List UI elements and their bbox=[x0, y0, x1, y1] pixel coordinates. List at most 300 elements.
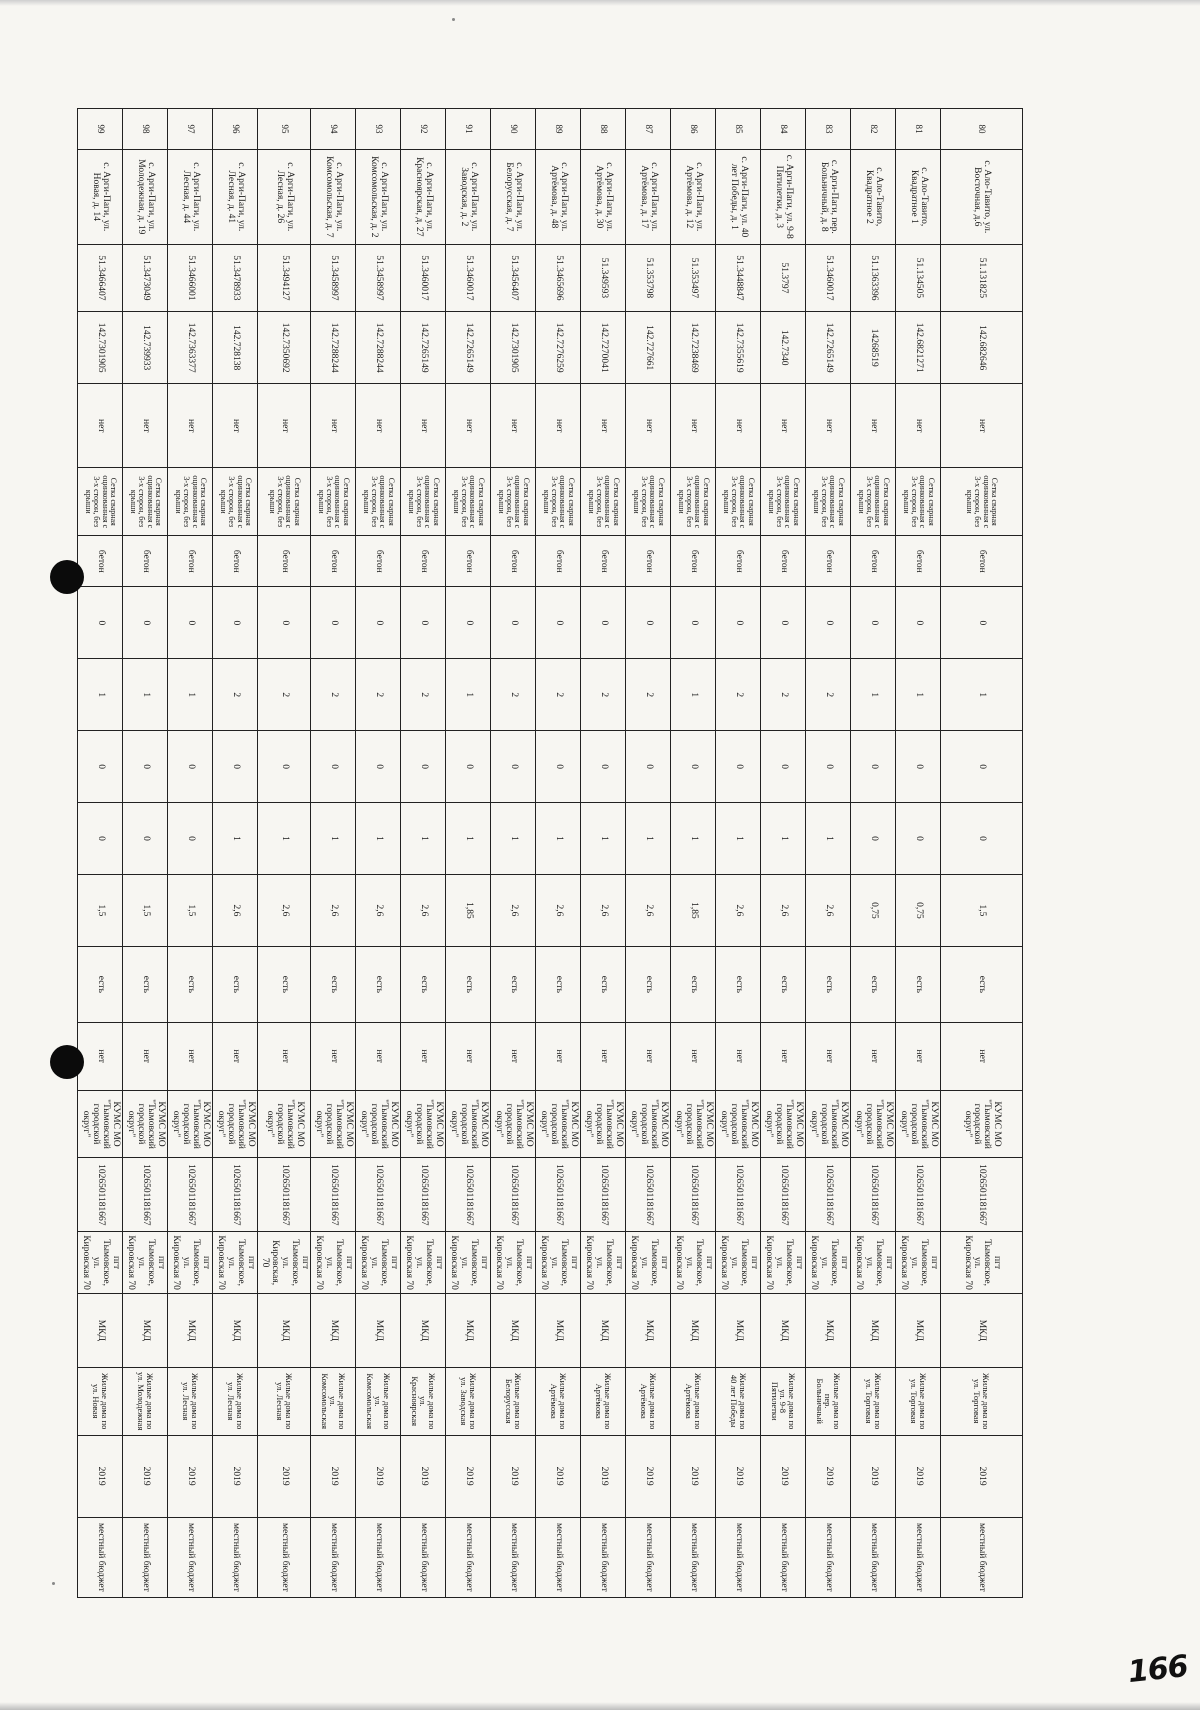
source-type-cell: МКД bbox=[446, 1293, 491, 1367]
funding-source-cell: местный бюджет bbox=[168, 1517, 213, 1597]
container-count-cell: 2 bbox=[491, 659, 536, 731]
count-c-cell: 1 bbox=[356, 803, 401, 875]
count-b-cell: 0 bbox=[806, 731, 851, 803]
site-description-cell: Сетка сварная оцинкованная с 3-х сторон, без крыши bbox=[168, 468, 213, 536]
availability-cell: есть bbox=[581, 946, 626, 1022]
funding-source-cell: местный бюджет bbox=[941, 1517, 1023, 1597]
container-count-cell: 2 bbox=[213, 659, 258, 731]
site-address-cell: с. Арги-Паги, ул. Заводская, д. 2 bbox=[446, 150, 491, 244]
funding-source-cell: местный бюджет bbox=[311, 1517, 356, 1597]
site-address-cell: с. Арги-Паги, ул. Лесная, д. 41 bbox=[213, 150, 258, 244]
year-cell: 2019 bbox=[446, 1435, 491, 1517]
count-c-cell: 0 bbox=[123, 803, 168, 875]
site-address-cell: с. Арги-Паги, ул. Молодежная, д. 19 bbox=[123, 150, 168, 244]
site-area-cell: 2,6 bbox=[626, 874, 671, 946]
availability-cell: есть bbox=[671, 946, 716, 1022]
latitude-cell: 51.3460017 bbox=[446, 244, 491, 312]
funding-source-cell: местный бюджет bbox=[806, 1517, 851, 1597]
funding-source-cell: местный бюджет bbox=[491, 1517, 536, 1597]
owner-address-cell: пгт Тымовское, ул. Кировская 70 bbox=[671, 1232, 716, 1294]
scan-speck bbox=[452, 18, 455, 21]
source-type-cell: МКД bbox=[536, 1293, 581, 1367]
surface-type-cell: бетон bbox=[491, 536, 536, 587]
year-cell: 2019 bbox=[716, 1435, 761, 1517]
count-b-cell: 0 bbox=[78, 731, 123, 803]
planned-flag-cell: нет bbox=[851, 1022, 896, 1090]
owner-ogrn-cell: 1026501181667 bbox=[446, 1158, 491, 1232]
longitude-cell: 142.7288244 bbox=[311, 312, 356, 384]
planned-flag-cell: нет bbox=[626, 1022, 671, 1090]
latitude-cell: 51.131825 bbox=[941, 244, 1023, 312]
latitude-cell: 51.353497 bbox=[671, 244, 716, 312]
site-description-cell: Сетка сварная оцинкованная с 3-х сторон, без крыши bbox=[851, 468, 896, 536]
site-description-cell: Сетка сварная оцинкованная с 3-х сторон, без крыши bbox=[626, 468, 671, 536]
site-address-cell: с. Арги-Паги, ул. Комсомольская, д. 2 bbox=[356, 150, 401, 244]
count-b-cell: 0 bbox=[716, 731, 761, 803]
table-row bbox=[491, 109, 536, 1598]
availability-cell: есть bbox=[258, 946, 311, 1022]
availability-cell: есть bbox=[716, 946, 761, 1022]
funding-source-cell: местный бюджет bbox=[761, 1517, 806, 1597]
container-count-cell: 2 bbox=[806, 659, 851, 731]
scan-edge-top bbox=[0, 0, 1200, 6]
owner-name-cell: КУМС МО "Тымовский городской округ" bbox=[78, 1090, 123, 1158]
count-a-cell: 0 bbox=[311, 587, 356, 659]
surface-type-cell: бетон bbox=[626, 536, 671, 587]
surface-type-cell: бетон bbox=[213, 536, 258, 587]
year-cell: 2019 bbox=[356, 1435, 401, 1517]
planned-flag-cell: нет bbox=[123, 1022, 168, 1090]
registry-table-frame bbox=[81, 108, 1023, 1598]
waste-sources-cell: Жилые дома по Артёмова bbox=[626, 1367, 671, 1435]
surface-type-cell: бетон bbox=[806, 536, 851, 587]
latitude-cell: 51.3473049 bbox=[123, 244, 168, 312]
table-row bbox=[311, 109, 356, 1598]
row-number-cell: 89 bbox=[536, 109, 581, 150]
waste-sources-cell: Жилые дома по Белорусская bbox=[491, 1367, 536, 1435]
owner-address-cell: пгт Тымовское, ул. Кировская 70 bbox=[806, 1232, 851, 1294]
count-b-cell: 0 bbox=[446, 731, 491, 803]
site-area-cell: 2,6 bbox=[536, 874, 581, 946]
owner-ogrn-cell: 1026501181667 bbox=[671, 1158, 716, 1232]
availability-cell: есть bbox=[356, 946, 401, 1022]
count-a-cell: 0 bbox=[446, 587, 491, 659]
table-row bbox=[123, 109, 168, 1598]
availability-cell: есть bbox=[311, 946, 356, 1022]
count-c-cell: 1 bbox=[258, 803, 311, 875]
owner-name-cell: КУМС МО "Тымовский городской округ" bbox=[401, 1090, 446, 1158]
fence-flag-cell: нет bbox=[213, 384, 258, 468]
availability-cell: есть bbox=[896, 946, 941, 1022]
count-a-cell: 0 bbox=[851, 587, 896, 659]
planned-flag-cell: нет bbox=[806, 1022, 851, 1090]
fence-flag-cell: нет bbox=[851, 384, 896, 468]
latitude-cell: 51.349593 bbox=[581, 244, 626, 312]
site-description-cell: Сетка сварная оцинкованная с 3-х сторон, без крыши bbox=[213, 468, 258, 536]
owner-address-cell: пгт Тымовское, ул. Кировская 70 bbox=[626, 1232, 671, 1294]
count-b-cell: 0 bbox=[401, 731, 446, 803]
source-type-cell: МКД bbox=[671, 1293, 716, 1367]
site-address-cell: с. Арги-Паги, ул. Комсомольская, д. 7 bbox=[311, 150, 356, 244]
table-row bbox=[626, 109, 671, 1598]
container-count-cell: 1 bbox=[168, 659, 213, 731]
funding-source-cell: местный бюджет bbox=[536, 1517, 581, 1597]
owner-address-cell: пгт Тымовское, ул. Кировская 70 bbox=[716, 1232, 761, 1294]
count-b-cell: 0 bbox=[581, 731, 626, 803]
site-description-cell: Сетка сварная оцинкованная с 3-х сторон, без крыши bbox=[761, 468, 806, 536]
site-address-cell: с. Ало-Тавито, Квадратное 1 bbox=[896, 150, 941, 244]
count-b-cell: 0 bbox=[851, 731, 896, 803]
container-site-registry-table bbox=[77, 108, 1023, 1598]
longitude-cell: 14268519 bbox=[851, 312, 896, 384]
page-number: 166 bbox=[1126, 1648, 1190, 1691]
longitude-cell: 142.7265149 bbox=[401, 312, 446, 384]
waste-sources-cell: Жилые дома по ул. Торговая bbox=[896, 1367, 941, 1435]
planned-flag-cell: нет bbox=[491, 1022, 536, 1090]
availability-cell: есть bbox=[446, 946, 491, 1022]
source-type-cell: МКД bbox=[78, 1293, 123, 1367]
owner-ogrn-cell: 1026501181667 bbox=[258, 1158, 311, 1232]
fence-flag-cell: нет bbox=[168, 384, 213, 468]
row-number-cell: 95 bbox=[258, 109, 311, 150]
count-b-cell: 0 bbox=[356, 731, 401, 803]
longitude-cell: 142.7265149 bbox=[446, 312, 491, 384]
planned-flag-cell: нет bbox=[716, 1022, 761, 1090]
site-address-cell: с. Арги-Паги, пер. Больничный, д. 8 bbox=[806, 150, 851, 244]
latitude-cell: 51.353798 bbox=[626, 244, 671, 312]
planned-flag-cell: нет bbox=[671, 1022, 716, 1090]
year-cell: 2019 bbox=[851, 1435, 896, 1517]
planned-flag-cell: нет bbox=[401, 1022, 446, 1090]
planned-flag-cell: нет bbox=[78, 1022, 123, 1090]
table-row bbox=[168, 109, 213, 1598]
row-number-cell: 82 bbox=[851, 109, 896, 150]
longitude-cell: 142.6821271 bbox=[896, 312, 941, 384]
source-type-cell: МКД bbox=[401, 1293, 446, 1367]
year-cell: 2019 bbox=[491, 1435, 536, 1517]
year-cell: 2019 bbox=[536, 1435, 581, 1517]
site-description-cell: Сетка сварная оцинкованная с 3-х сторон, без крыши bbox=[716, 468, 761, 536]
row-number-cell: 80 bbox=[941, 109, 1023, 150]
owner-name-cell: КУМС МО "Тымовский городской округ" bbox=[851, 1090, 896, 1158]
year-cell: 2019 bbox=[941, 1435, 1023, 1517]
site-address-cell: с. Ало-Тавито, ул. Восточная, д.6 bbox=[941, 150, 1023, 244]
longitude-cell: 142.7238469 bbox=[671, 312, 716, 384]
owner-ogrn-cell: 1026501181667 bbox=[626, 1158, 671, 1232]
count-c-cell: 1 bbox=[491, 803, 536, 875]
site-area-cell: 2,6 bbox=[258, 874, 311, 946]
planned-flag-cell: нет bbox=[896, 1022, 941, 1090]
owner-name-cell: КУМС МО "Тымовский городской округ" bbox=[491, 1090, 536, 1158]
latitude-cell: 51.1363396 bbox=[851, 244, 896, 312]
year-cell: 2019 bbox=[311, 1435, 356, 1517]
surface-type-cell: бетон bbox=[446, 536, 491, 587]
fence-flag-cell: нет bbox=[581, 384, 626, 468]
funding-source-cell: местный бюджет bbox=[716, 1517, 761, 1597]
owner-address-cell: пгт Тымовское, ул. Кировская 70 bbox=[491, 1232, 536, 1294]
row-number-cell: 85 bbox=[716, 109, 761, 150]
owner-ogrn-cell: 1026501181667 bbox=[536, 1158, 581, 1232]
container-count-cell: 1 bbox=[671, 659, 716, 731]
longitude-cell: 142.7355619 bbox=[716, 312, 761, 384]
owner-address-cell: пгт Тымовское, ул. Кировская 70 bbox=[78, 1232, 123, 1294]
owner-address-cell: пгт Тымовское, ул. Кировская 70 bbox=[356, 1232, 401, 1294]
owner-name-cell: КУМС МО "Тымовский городской округ" bbox=[671, 1090, 716, 1158]
source-type-cell: МКД bbox=[941, 1293, 1023, 1367]
availability-cell: есть bbox=[78, 946, 123, 1022]
latitude-cell: 51.3797 bbox=[761, 244, 806, 312]
site-area-cell: 1,5 bbox=[168, 874, 213, 946]
site-address-cell: с. Арги-Паги, ул. Лесная, д. 44 bbox=[168, 150, 213, 244]
longitude-cell: 142.7276259 bbox=[536, 312, 581, 384]
table-row bbox=[851, 109, 896, 1598]
source-type-cell: МКД bbox=[311, 1293, 356, 1367]
site-description-cell: Сетка сварная оцинкованная с 3-х сторон, без крыши bbox=[491, 468, 536, 536]
owner-address-cell: пгт Тымовское, ул. Кировская 70 bbox=[213, 1232, 258, 1294]
count-a-cell: 0 bbox=[258, 587, 311, 659]
surface-type-cell: бетон bbox=[941, 536, 1023, 587]
source-type-cell: МКД bbox=[806, 1293, 851, 1367]
owner-ogrn-cell: 1026501181667 bbox=[311, 1158, 356, 1232]
year-cell: 2019 bbox=[761, 1435, 806, 1517]
surface-type-cell: бетон bbox=[581, 536, 626, 587]
source-type-cell: МКД bbox=[123, 1293, 168, 1367]
fence-flag-cell: нет bbox=[806, 384, 851, 468]
latitude-cell: 51.3465696 bbox=[536, 244, 581, 312]
latitude-cell: 51.3460017 bbox=[806, 244, 851, 312]
count-c-cell: 0 bbox=[896, 803, 941, 875]
table-row bbox=[536, 109, 581, 1598]
owner-address-cell: пгт Тымовское, ул. Кировская 70 bbox=[168, 1232, 213, 1294]
site-area-cell: 1,5 bbox=[941, 874, 1023, 946]
count-c-cell: 1 bbox=[401, 803, 446, 875]
count-b-cell: 0 bbox=[536, 731, 581, 803]
planned-flag-cell: нет bbox=[311, 1022, 356, 1090]
table-row bbox=[213, 109, 258, 1598]
surface-type-cell: бетон bbox=[311, 536, 356, 587]
fence-flag-cell: нет bbox=[258, 384, 311, 468]
count-c-cell: 1 bbox=[761, 803, 806, 875]
owner-name-cell: КУМС МО "Тымовский городской округ" bbox=[716, 1090, 761, 1158]
table-row bbox=[941, 109, 1023, 1598]
year-cell: 2019 bbox=[896, 1435, 941, 1517]
longitude-cell: 142.7350692 bbox=[258, 312, 311, 384]
fence-flag-cell: нет bbox=[311, 384, 356, 468]
count-c-cell: 1 bbox=[716, 803, 761, 875]
owner-address-cell: пгт Тымовское, ул. Кировская 70 bbox=[536, 1232, 581, 1294]
site-address-cell: с. Арги-Паги, ул. 40 лет Победы, д. 1 bbox=[716, 150, 761, 244]
waste-sources-cell: Жилые дома по ул. Комсомольская bbox=[356, 1367, 401, 1435]
waste-sources-cell: Жилые дома по 40 лет Победы bbox=[716, 1367, 761, 1435]
availability-cell: есть bbox=[851, 946, 896, 1022]
longitude-cell: 142.682646 bbox=[941, 312, 1023, 384]
table-row bbox=[896, 109, 941, 1598]
count-c-cell: 1 bbox=[581, 803, 626, 875]
count-c-cell: 1 bbox=[806, 803, 851, 875]
surface-type-cell: бетон bbox=[761, 536, 806, 587]
count-c-cell: 1 bbox=[213, 803, 258, 875]
fence-flag-cell: нет bbox=[761, 384, 806, 468]
site-area-cell: 2,6 bbox=[761, 874, 806, 946]
count-a-cell: 0 bbox=[123, 587, 168, 659]
availability-cell: есть bbox=[536, 946, 581, 1022]
latitude-cell: 51.3466407 bbox=[78, 244, 123, 312]
latitude-cell: 51.3494127 bbox=[258, 244, 311, 312]
count-a-cell: 0 bbox=[491, 587, 536, 659]
container-count-cell: 2 bbox=[311, 659, 356, 731]
owner-address-cell: пгт Тымовское, ул. Кировская 70 bbox=[401, 1232, 446, 1294]
fence-flag-cell: нет bbox=[401, 384, 446, 468]
count-b-cell: 0 bbox=[168, 731, 213, 803]
punch-hole bbox=[50, 560, 84, 594]
count-a-cell: 0 bbox=[806, 587, 851, 659]
row-number-cell: 87 bbox=[626, 109, 671, 150]
count-a-cell: 0 bbox=[536, 587, 581, 659]
count-a-cell: 0 bbox=[761, 587, 806, 659]
fence-flag-cell: нет bbox=[123, 384, 168, 468]
count-b-cell: 0 bbox=[311, 731, 356, 803]
latitude-cell: 51.3478933 bbox=[213, 244, 258, 312]
year-cell: 2019 bbox=[123, 1435, 168, 1517]
row-number-cell: 90 bbox=[491, 109, 536, 150]
waste-sources-cell: Жилые дома по ул. Молодежная bbox=[123, 1367, 168, 1435]
source-type-cell: МКД bbox=[491, 1293, 536, 1367]
count-a-cell: 0 bbox=[168, 587, 213, 659]
site-area-cell: 2,6 bbox=[401, 874, 446, 946]
latitude-cell: 51.3458997 bbox=[311, 244, 356, 312]
count-c-cell: 0 bbox=[168, 803, 213, 875]
count-a-cell: 0 bbox=[716, 587, 761, 659]
count-c-cell: 1 bbox=[626, 803, 671, 875]
count-b-cell: 0 bbox=[896, 731, 941, 803]
planned-flag-cell: нет bbox=[941, 1022, 1023, 1090]
container-count-cell: 2 bbox=[401, 659, 446, 731]
waste-sources-cell: Жилые дома по ул. Красноярская bbox=[401, 1367, 446, 1435]
owner-address-cell: пгт Тымовское, ул. Кировская 70 bbox=[761, 1232, 806, 1294]
waste-sources-cell: Жилые дома по ул. Заводская bbox=[446, 1367, 491, 1435]
count-a-cell: 0 bbox=[78, 587, 123, 659]
owner-ogrn-cell: 1026501181667 bbox=[401, 1158, 446, 1232]
year-cell: 2019 bbox=[806, 1435, 851, 1517]
owner-name-cell: КУМС МО "Тымовский городской округ" bbox=[536, 1090, 581, 1158]
funding-source-cell: местный бюджет bbox=[581, 1517, 626, 1597]
count-b-cell: 0 bbox=[213, 731, 258, 803]
count-c-cell: 1 bbox=[311, 803, 356, 875]
count-a-cell: 0 bbox=[626, 587, 671, 659]
site-area-cell: 2,6 bbox=[806, 874, 851, 946]
owner-name-cell: КУМС МО "Тымовский городской округ" bbox=[761, 1090, 806, 1158]
latitude-cell: 51.3448847 bbox=[716, 244, 761, 312]
longitude-cell: 142.7270041 bbox=[581, 312, 626, 384]
year-cell: 2019 bbox=[626, 1435, 671, 1517]
table-row bbox=[78, 109, 123, 1598]
site-area-cell: 2,6 bbox=[491, 874, 536, 946]
surface-type-cell: бетон bbox=[716, 536, 761, 587]
container-count-cell: 1 bbox=[851, 659, 896, 731]
availability-cell: есть bbox=[123, 946, 168, 1022]
owner-ogrn-cell: 1026501181667 bbox=[78, 1158, 123, 1232]
funding-source-cell: местный бюджет bbox=[671, 1517, 716, 1597]
container-count-cell: 1 bbox=[896, 659, 941, 731]
source-type-cell: МКД bbox=[581, 1293, 626, 1367]
availability-cell: есть bbox=[761, 946, 806, 1022]
count-c-cell: 0 bbox=[78, 803, 123, 875]
planned-flag-cell: нет bbox=[168, 1022, 213, 1090]
site-address-cell: с. Арги-Паги, ул. Артёмова, д. 48 bbox=[536, 150, 581, 244]
count-b-cell: 0 bbox=[491, 731, 536, 803]
waste-sources-cell: Жилые дома по ул. Лесная bbox=[168, 1367, 213, 1435]
fence-flag-cell: нет bbox=[491, 384, 536, 468]
waste-sources-cell: Жилые дома по ул. 9-8 Пятилетки bbox=[761, 1367, 806, 1435]
row-number-cell: 84 bbox=[761, 109, 806, 150]
table-row bbox=[446, 109, 491, 1598]
site-address-cell: с. Арги-Паги, ул. Лесная, д. 26 bbox=[258, 150, 311, 244]
fence-flag-cell: нет bbox=[896, 384, 941, 468]
site-address-cell: с. Арги-Паги, ул. Артёмова, д. 17 bbox=[626, 150, 671, 244]
owner-name-cell: КУМС МО "Тымовский городской округ" bbox=[168, 1090, 213, 1158]
count-b-cell: 0 bbox=[761, 731, 806, 803]
container-count-cell: 1 bbox=[123, 659, 168, 731]
container-count-cell: 2 bbox=[626, 659, 671, 731]
surface-type-cell: бетон bbox=[671, 536, 716, 587]
surface-type-cell: бетон bbox=[851, 536, 896, 587]
container-count-cell: 2 bbox=[716, 659, 761, 731]
availability-cell: есть bbox=[401, 946, 446, 1022]
table-row bbox=[581, 109, 626, 1598]
owner-address-cell: пгт Тымовское, ул. Кировская 70 bbox=[851, 1232, 896, 1294]
owner-address-cell: пгт Тымовское, ул. Кировская 70 bbox=[581, 1232, 626, 1294]
availability-cell: есть bbox=[213, 946, 258, 1022]
site-description-cell: Сетка сварная оцинкованная с 3-х сторон, без крыши bbox=[123, 468, 168, 536]
site-description-cell: Сетка сварная оцинкованная с 3-х сторон, без крыши bbox=[671, 468, 716, 536]
row-number-cell: 88 bbox=[581, 109, 626, 150]
site-description-cell: Сетка сварная оцинкованная с 3-х сторон, без крыши bbox=[806, 468, 851, 536]
owner-address-cell: пгт Тымовское, ул. Кировская 70 bbox=[896, 1232, 941, 1294]
count-b-cell: 0 bbox=[671, 731, 716, 803]
longitude-cell: 142.7340 bbox=[761, 312, 806, 384]
year-cell: 2019 bbox=[671, 1435, 716, 1517]
table-row bbox=[716, 109, 761, 1598]
scan-edge-bottom bbox=[0, 1702, 1200, 1710]
row-number-cell: 83 bbox=[806, 109, 851, 150]
site-description-cell: Сетка сварная оцинкованная с 3-х сторон, без крыши bbox=[446, 468, 491, 536]
site-area-cell: 2,6 bbox=[716, 874, 761, 946]
table-row bbox=[356, 109, 401, 1598]
availability-cell: есть bbox=[168, 946, 213, 1022]
year-cell: 2019 bbox=[258, 1435, 311, 1517]
planned-flag-cell: нет bbox=[213, 1022, 258, 1090]
surface-type-cell: бетон bbox=[356, 536, 401, 587]
funding-source-cell: местный бюджет bbox=[626, 1517, 671, 1597]
row-number-cell: 93 bbox=[356, 109, 401, 150]
count-b-cell: 0 bbox=[941, 731, 1023, 803]
longitude-cell: 142.728138 bbox=[213, 312, 258, 384]
registry-rows bbox=[78, 109, 1023, 1598]
latitude-cell: 51.3460017 bbox=[401, 244, 446, 312]
site-area-cell: 2,6 bbox=[213, 874, 258, 946]
row-number-cell: 81 bbox=[896, 109, 941, 150]
availability-cell: есть bbox=[941, 946, 1023, 1022]
container-count-cell: 1 bbox=[941, 659, 1023, 731]
site-area-cell: 0,75 bbox=[896, 874, 941, 946]
owner-ogrn-cell: 1026501181667 bbox=[581, 1158, 626, 1232]
owner-ogrn-cell: 1026501181667 bbox=[123, 1158, 168, 1232]
owner-name-cell: КУМС МО "Тымовский городской округ" bbox=[626, 1090, 671, 1158]
container-count-cell: 2 bbox=[761, 659, 806, 731]
source-type-cell: МКД bbox=[896, 1293, 941, 1367]
year-cell: 2019 bbox=[168, 1435, 213, 1517]
waste-sources-cell: Жилые дома по Артёмова bbox=[581, 1367, 626, 1435]
